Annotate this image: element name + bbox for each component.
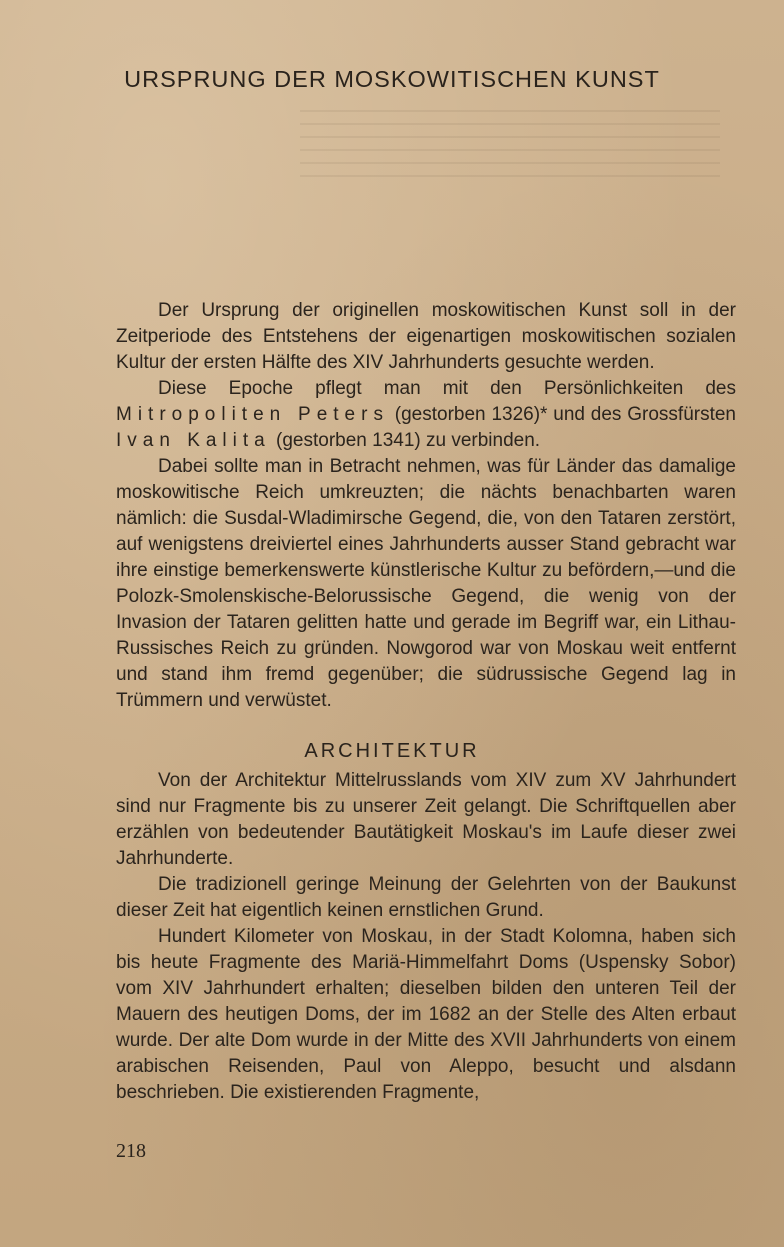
spaced-name: Mitropoliten Peters — [116, 404, 389, 425]
intro-text — [116, 298, 736, 714]
paragraph — [116, 376, 736, 454]
running-title: URSPRUNG DER MOSKOWITISCHEN KUNST — [124, 66, 660, 92]
text-run: (gestorben 1341) zu verbinden. — [270, 430, 541, 451]
paragraph: Hundert Kilometer von Moskau, in der Stadt Kolomna, haben sich bis heute Fragmente des Mariä-Himmelfahrt Doms (Uspensky Sobor) vom XIV Jahrhundert erhalten; dieselben bilden den unteren Teil der Mauern des heutigen Doms, der im 1682 an der Stelle des Alten erbaut wurde. Der alte Dom wurde in der Mitte des XVII Jahrhunderts von einem arabischen Reisenden, Paul von Aleppo, besucht und alsdann beschrieben. Die existierenden Fragmente, — [116, 926, 736, 1103]
text-run: (gestorben 1326)* und des Grossfürsten — [388, 404, 736, 425]
text-run: Diese Epoche pflegt man mit den Persönlichkeiten des — [158, 378, 736, 399]
spaced-name: Ivan Kalita — [116, 430, 271, 451]
section-heading: ARCHITEKTUR — [304, 740, 480, 762]
paragraph: Von der Architektur Mittelrusslands vom XIV zum XV Jahrhundert sind nur Fragmente bis zu unserer Zeit gelangt. Die Schriftquellen aber erzählen von bedeutender Bautätigkeit Moskau's im Laufe dieser zwei Jahrhunderte. — [116, 770, 736, 869]
paragraph: Der Ursprung der originellen moskowitischen Kunst soll in der Zeitperiode des Entstehens der eigenartigen moskowitischen sozialen Kultur der ersten Hälfte des XIV Jahrhunderts gesuchte werden. — [116, 300, 736, 373]
bleed-through-text — [300, 110, 720, 180]
page-number: 218 — [116, 1140, 146, 1162]
paragraph: Dabei sollte man in Betracht nehmen, was für Länder das damalige moskowitische Reich umkreuzten; die nächts benachbarten waren nämlich: die Susdal-Wladimirsche Gegend, die, von den Tataren zerstört, auf wenigstens dreiviertel eines Jahrhunderts ausser Stand gebracht war ihre einstige bemerkenswerte künstlerische Kultur zu befördern,—und die Polozk-Smolenskische-Belorussische Gegend, die wenig von der Invasion der Tataren gelitten hatte und gerade im Begriff war, ein Lithau-Russisches Reich zu gründen. Nowgorod war von Moskau weit entfernt und stand ihm fremd gegenüber; die südrussische Gegend lag in Trümmern und verwüstet. — [116, 456, 736, 711]
section-text — [116, 768, 736, 1106]
paragraph: Die tradizionell geringe Meinung der Gelehrten von der Baukunst dieser Zeit hat eigentlich keinen ernstlichen Grund. — [116, 874, 736, 921]
